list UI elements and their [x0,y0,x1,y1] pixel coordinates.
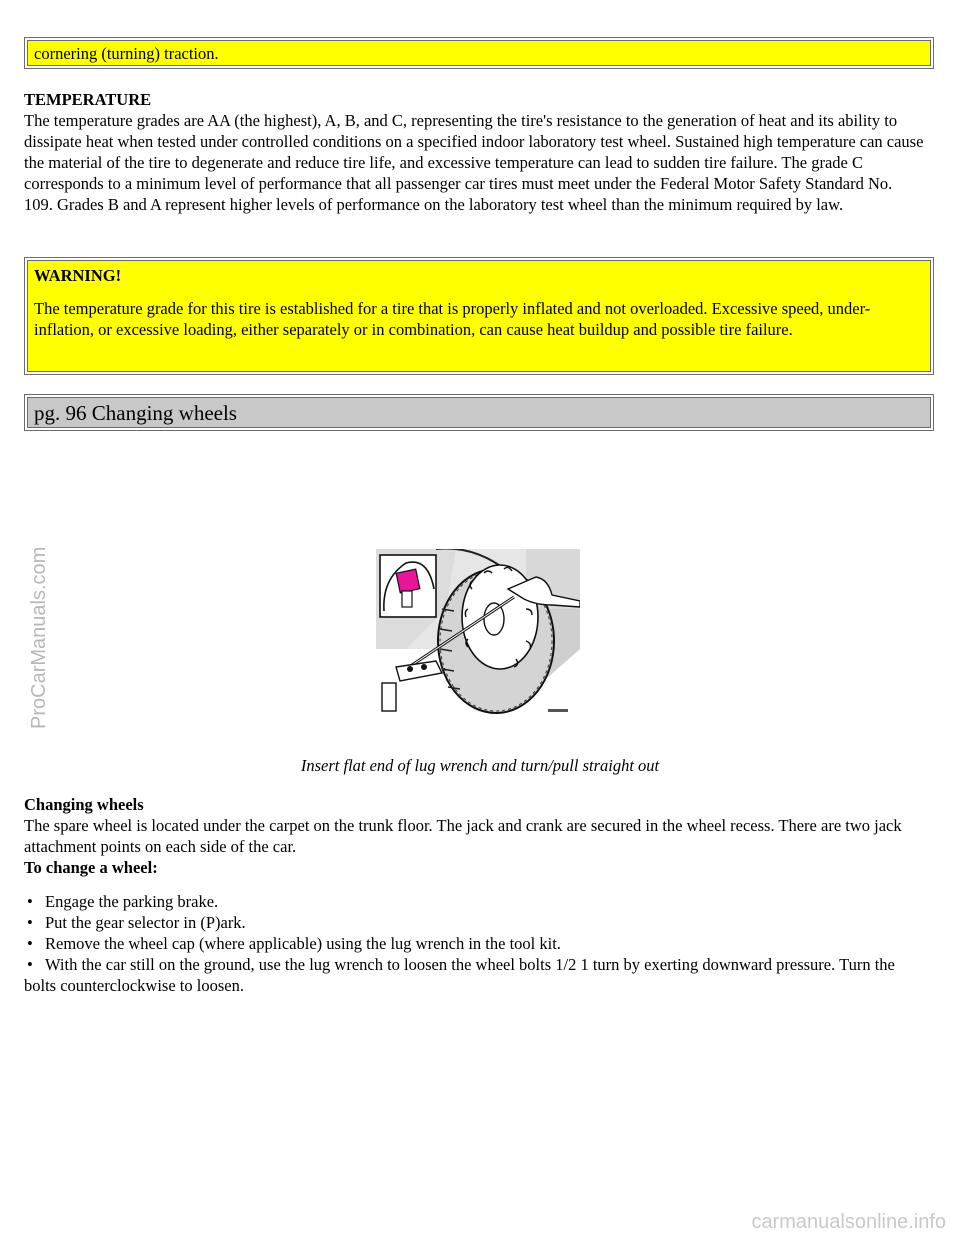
warning-box [24,257,934,375]
figure-caption: Insert flat end of lug wrench and turn/pull straight out [300,756,660,775]
step-text: Put the gear selector in (P)ark. [45,913,246,932]
traction-note-text: cornering (turning) traction. [34,44,219,63]
temperature-heading: TEMPERATURE [24,90,152,109]
list-item [24,912,924,933]
bullet-icon: • [27,913,33,932]
step-text: Engage the parking brake. [45,892,219,911]
lug-wrench-illustration [376,549,580,717]
temperature-section [24,89,924,215]
step-text: With the car still on the ground, use the lug wrench to loosen the wheel bolts 1/2 1 turn by exerting downward pressure. Turn the bolts counterclockwise to loosen. [24,955,895,995]
bullet-icon: • [27,892,33,911]
warning-text: The temperature grade for this tire is established for a tire that is properly inflated and not overloaded. Excessive speed, under-inflation, or excessive loading, either separately or in combination, can cause heat buildup and possible tire failure. [34,299,871,339]
wheel-change-steps [24,891,924,996]
change-wheel-subheading: To change a wheel: [24,858,158,877]
list-item [24,954,924,996]
bullet-icon: • [27,934,33,953]
section-title-bar [24,394,934,431]
changing-wheels-section [24,794,924,996]
changing-wheels-paragraph: The spare wheel is located under the carpet on the trunk floor. The jack and crank are secured in the wheel recess. There are two jack attachment points on each side of the car. [24,816,902,856]
warning-title: WARNING! [34,266,122,285]
section-title: pg. 96 Changing wheels [34,401,237,425]
watermark-bottom: carmanualsonline.info [751,1211,946,1233]
list-item [24,933,924,954]
traction-note-box [24,37,934,69]
watermark-left: ProCarManuals.com [28,546,50,729]
temperature-paragraph: The temperature grades are AA (the highest), A, B, and C, representing the tire's resistance to the generation of heat and its ability to dissipate heat when tested under controlled conditions on a specified indoor laboratory test wheel. Sustained high temperature can cause the material of the tire to degenerate and reduce tire life, and excessive temperature can lead to sudden tire failure. The grade C corresponds to a minimum level of performance that all passenger car tires must meet under the Federal Motor Safety Standard No. 109. Grades B and A represent higher levels of performance on the laboratory test wheel than the minimum required by law. [24,111,924,214]
list-item [24,891,924,912]
bullet-icon: • [27,955,33,974]
step-text: Remove the wheel cap (where applicable) using the lug wrench in the tool kit. [45,934,561,953]
changing-wheels-heading: Changing wheels [24,795,144,814]
